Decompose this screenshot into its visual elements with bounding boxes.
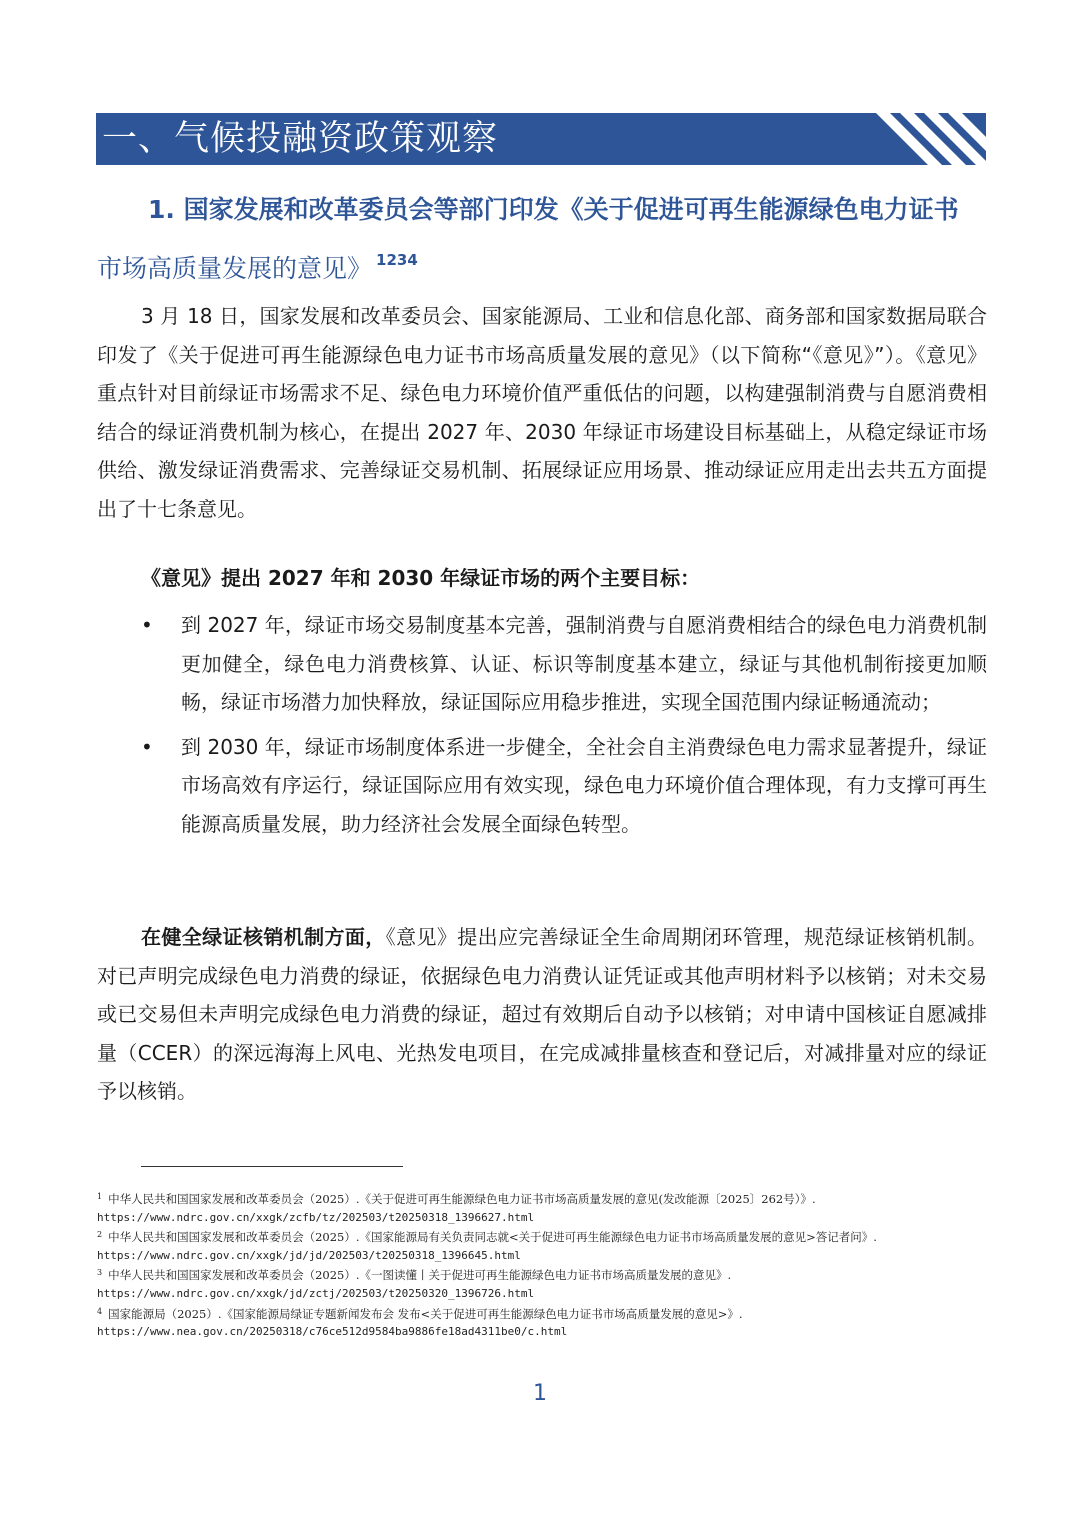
intro-paragraph: 3 月 18 日，国家发展和改革委员会、国家能源局、工业和信息化部、商务部和国家数据局联合印发了《关于促进可再生能源绿色电力证书市场高质量发展的意见》（以下简称“《意见》”）。《意见》重点针对目前绿证市场需求不足、绿色电力环境价值严重低估的问题，以构建强制消费与自愿消费相结合的绿证消费机制为核心，在提出 2027 年、2030 年绿证市场建设目标基础上，从稳定绿证市场供给、激发绿证消费需求、完善绿证交易机制、拓展绿证应用场景、推动绿证应用走出去共五方面提出了十七条意见。 [97, 304, 987, 521]
section-banner [96, 113, 986, 165]
goals-lead: 《意见》提出 2027 年和 2030 年绿证市场的两个主要目标： [141, 566, 701, 590]
page-number: 1 [533, 1381, 547, 1406]
footnote-link[interactable]: https://www.nea.gov.cn/20250318/c76ce512d9584ba9886fe18ad4311be0/c.html [97, 1325, 568, 1339]
footnote-divider [141, 1166, 403, 1167]
article-heading-line2 [97, 249, 987, 285]
footnote-item [97, 1226, 977, 1247]
verification-text: 《意见》提出应完善绿证全生命周期闭环管理，规范绿证核销机制。对已声明完成绿色电力消费的绿证，依据绿色电力消费认证凭证或其他声明材料予以核销；对未交易或已交易但未声明完成绿色电力消费的绿证，超过有效期后自动予以核销；对申请中国核证自愿减排量（CCER）的深远海海上风电、光热发电项目，在完成减排量核查和登记后，对减排量对应的绿证予以核销。 [97, 925, 988, 1104]
footnote-item [97, 1264, 977, 1285]
bullet-icon: • [141, 734, 153, 759]
goals-list [97, 606, 987, 850]
footnote-text: 中华人民共和国国家发展和改革委员会（2025）.《一图读懂丨关于促进可再生能源绿色电力证书市场高质量发展的意见》. [108, 1268, 732, 1283]
bullet-icon: • [141, 613, 153, 637]
footnote-link[interactable]: https://www.ndrc.gov.cn/xxgk/jd/jd/202503/t20250318_1396645.html [97, 1248, 521, 1262]
footnote-text: 中华人民共和国国家发展和改革委员会（2025）.《关于促进可再生能源绿色电力证书市场高质量发展的意见(发改能源〔2025〕262号）》. [108, 1192, 816, 1206]
article-heading-text: 市场高质量发展的意见》 [97, 254, 373, 283]
article-heading-line1: 1. 国家发展和改革委员会等部门印发《关于促进可再生能源绿色电力证书 [148, 195, 959, 224]
verification-paragraph [97, 918, 987, 1111]
list-item-text: 到 2030 年，绿证市场制度体系进一步健全，全社会自主消费绿色电力需求显著提升，绿证市场高效有序运行，绿证国际应用有效实现，绿色电力环境价值合理体现，有力支撑可再生能源高质量发展，助力经济社会发展全面绿色转型。 [181, 734, 987, 836]
footnote-link[interactable]: https://www.ndrc.gov.cn/xxgk/zcfb/tz/202503/t20250318_1396627.html [97, 1210, 535, 1224]
list-item [97, 728, 987, 844]
verification-lead: 在健全绿证核销机制方面， [141, 925, 386, 949]
section-title: 一、气候投融资政策观察 [102, 119, 499, 159]
footnote-text: 国家能源局（2025）.《国家能源局绿证专题新闻发布会 发布<关于促进可再生能源绿色电力证书市场高质量发展的意见>》. [108, 1306, 743, 1321]
footnote-number: 4 [97, 1306, 103, 1316]
footnote-number: 3 [97, 1268, 103, 1278]
footnote-link[interactable]: https://www.ndrc.gov.cn/xxgk/jd/zctj/202503/t20250320_1396726.html [97, 1286, 535, 1300]
footnote-number: 1 [97, 1192, 103, 1201]
heading-footnote-refs[interactable]: 1234 [376, 251, 418, 269]
footnotes [97, 1188, 977, 1341]
footnote-text: 中华人民共和国国家发展和改革委员会（2025）.《国家能源局有关负责同志就<关于促进可再生能源绿色电力证书市场高质量发展的意见>答记者问》. [108, 1230, 877, 1245]
list-item [97, 606, 987, 722]
banner-stripes-decoration [876, 113, 986, 165]
footnote-number: 2 [97, 1230, 103, 1240]
footnote-item [97, 1188, 977, 1209]
list-item-text: 到 2027 年，绿证市场交易制度基本完善，强制消费与自愿消费相结合的绿色电力消费机制更加健全，绿色电力消费核算、认证、标识等制度基本建立，绿证与其他机制衔接更加顺畅，绿证市场潜力加快释放，绿证国际应用稳步推进，实现全国范围内绿证畅通流动； [181, 613, 987, 715]
footnote-item [97, 1303, 977, 1324]
